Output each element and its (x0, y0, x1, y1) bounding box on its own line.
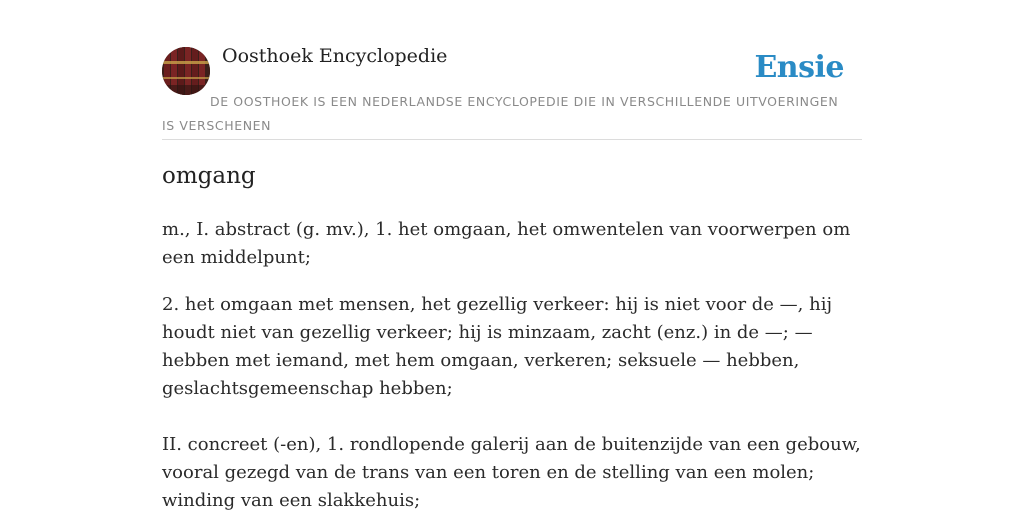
entry-title: omgang (162, 163, 256, 189)
site-tagline: DE OOSTHOEK IS EEN NEDERLANDSE ENCYCLOPEDIE DIE IN VERSCHILLENDE UITVOERINGEN IS VERSCHENEN (162, 94, 839, 133)
encyclopedia-books-image (162, 47, 210, 95)
site-title[interactable]: Oosthoek Encyclopedie (222, 45, 448, 67)
definition-paragraph: m., I. abstract (g. mv.), 1. het omgaan, het omwentelen van voorwerpen om een middelpunt; (162, 219, 851, 268)
page-content (162, 0, 862, 511)
encyclopedia-avatar[interactable] (162, 47, 210, 95)
definition-paragraph: 2. het omgaan met mensen, het gezellig verkeer: hij is niet voor de —, hij houdt niet van gezellig verkeer; hij is minzaam, zacht (enz.) in de —; — hebben met iemand, met hem omgaan, verkeren; seksuele — hebben, geslachtsgemeenschap hebben; (162, 294, 833, 399)
site-header (162, 0, 862, 140)
ensie-logo-link[interactable]: Ensie (754, 50, 844, 85)
definition-paragraph: II. concreet (-en), 1. rondlopende galerij aan de buitenzijde van een gebouw, vooral gezegd van de trans van een toren en de stelling van een molen; winding van een slakkehuis; (162, 434, 861, 511)
